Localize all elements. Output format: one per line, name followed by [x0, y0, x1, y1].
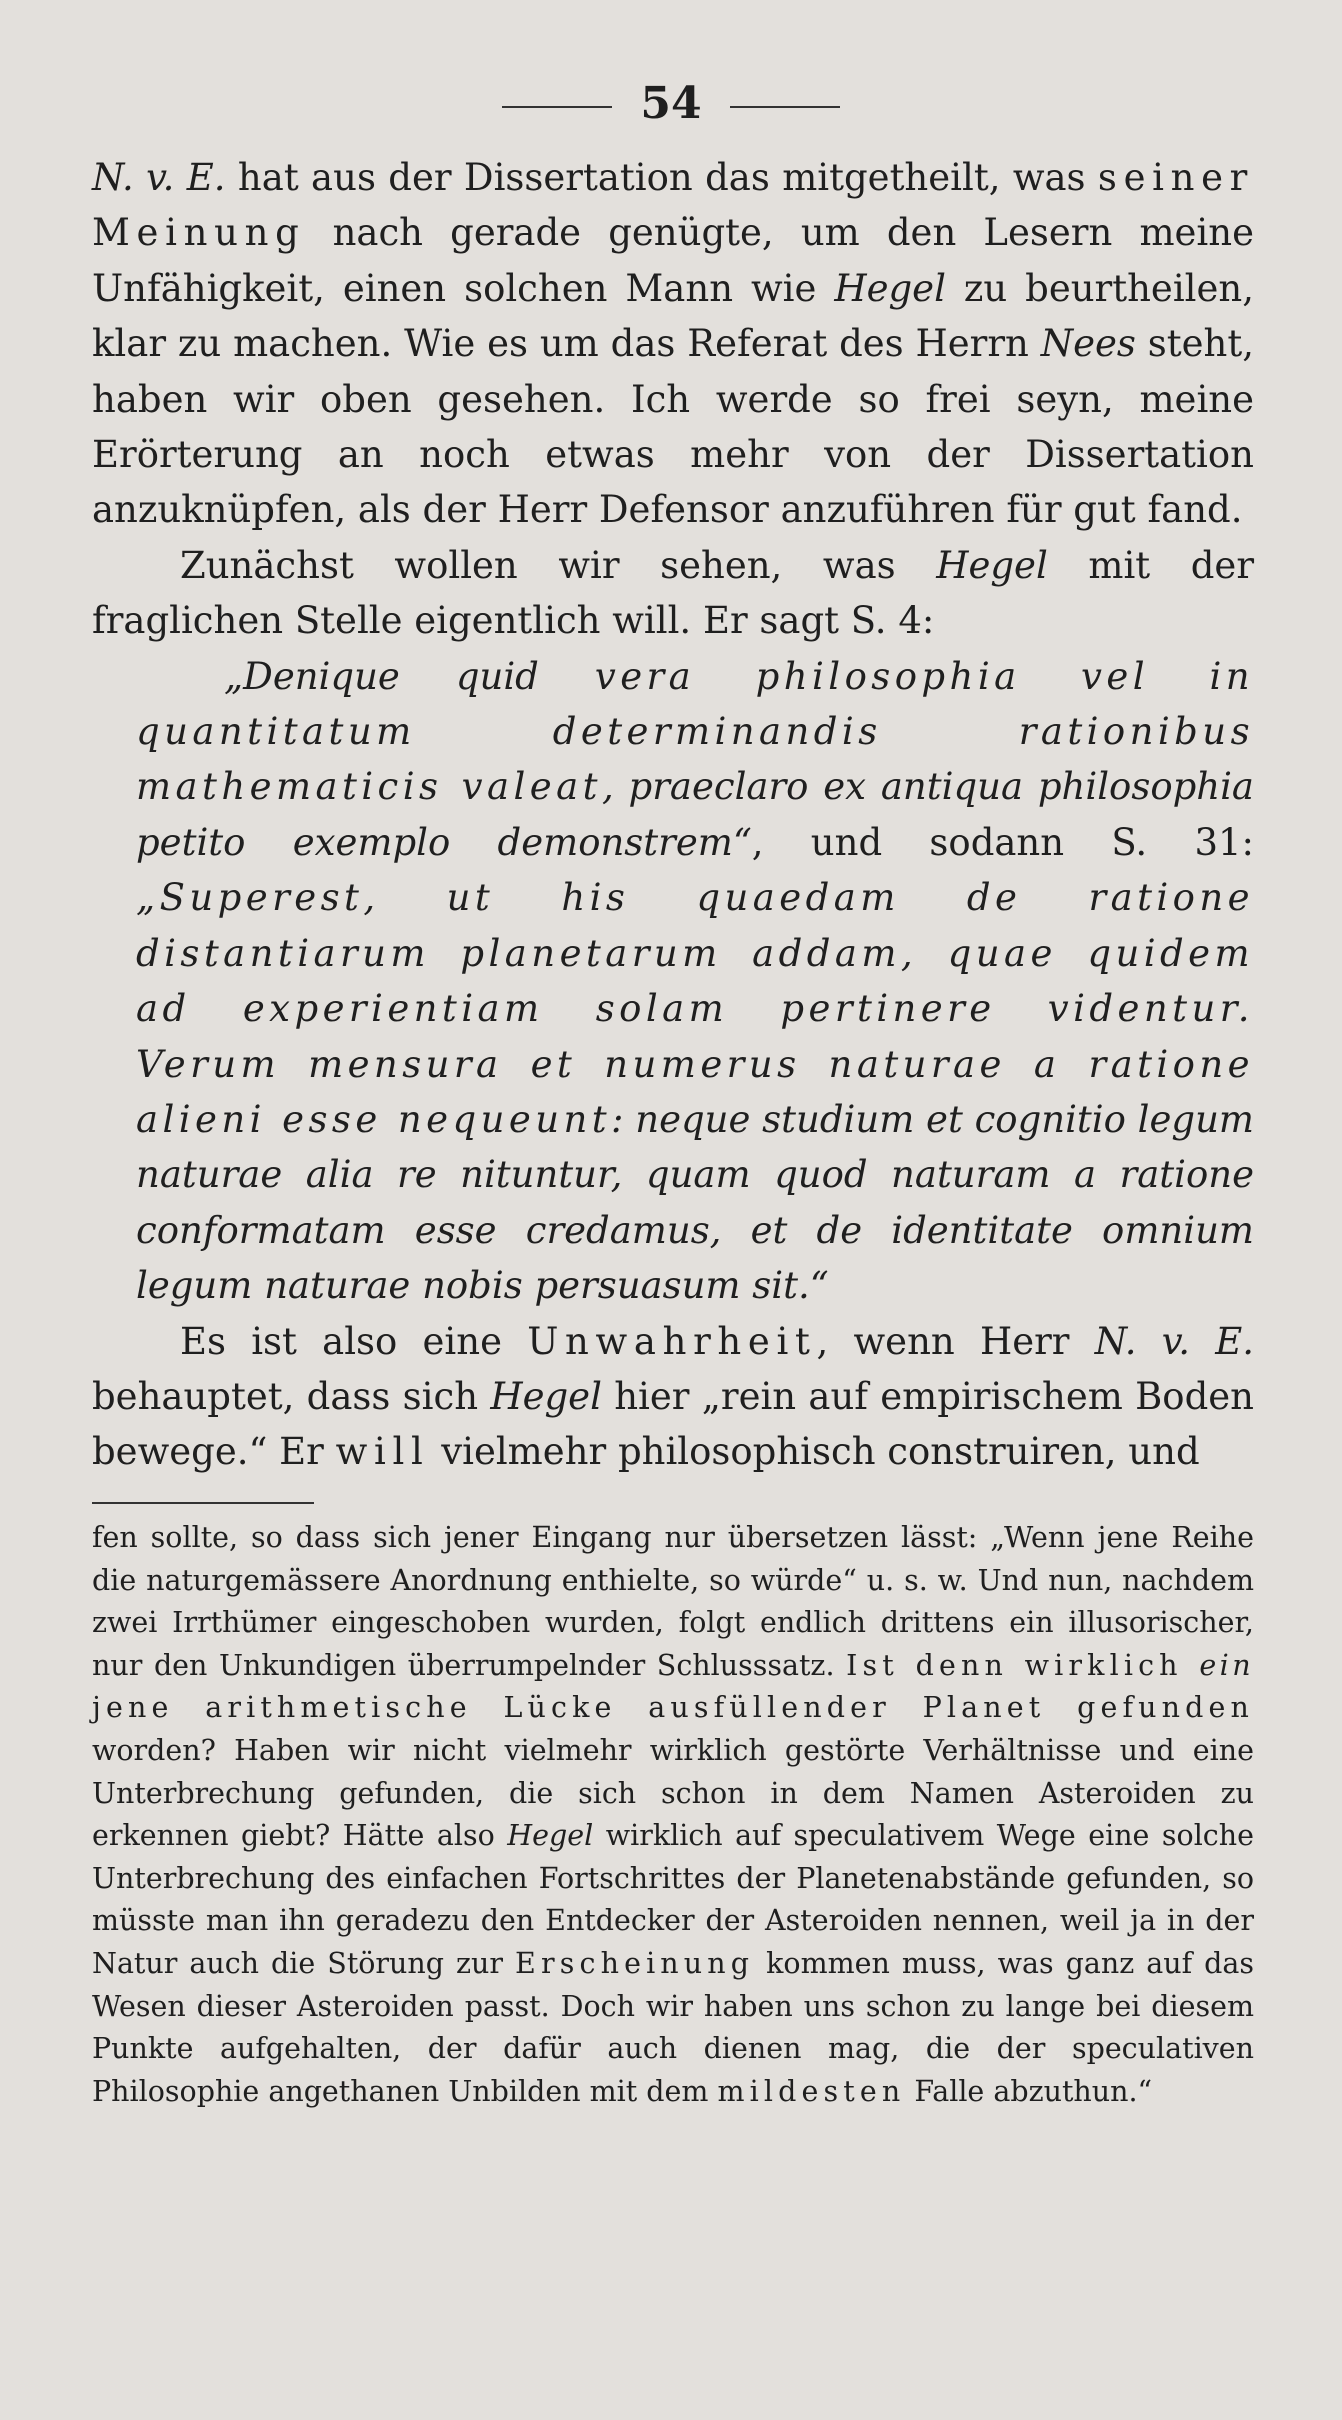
text-span: Hegel: [834, 266, 946, 310]
text-span: N. v. E.: [92, 156, 226, 199]
text-span: Falle abzuthun.“: [905, 2074, 1153, 2108]
header-dash-left: [502, 106, 612, 108]
text-span: hier „rein auf empirischem Boden bewege.“ Er: [92, 1374, 1254, 1474]
footnote-text: [92, 1517, 1254, 2113]
spaced-text: Ist denn wirklich: [846, 1648, 1200, 1682]
text-span: Nees: [1040, 322, 1136, 366]
text-span: Hegel: [490, 1374, 602, 1418]
text-span: hat aus der Dissertation das mitgetheilt, was: [225, 156, 1098, 199]
spaced-text: Erscheinung: [515, 1946, 755, 1980]
text-span: vielmehr philosophisch construiren, und: [429, 1430, 1200, 1474]
text-span: , wenn Herr: [816, 1319, 1095, 1363]
header-dash-right: [730, 106, 840, 108]
text-span: steht, haben wir oben gesehen. Ich werde so frei seyn, meine Erörterung an noch etwas mehr von der Dissertation anzuknüpfen, als der Herr Defensor anzuführen für gut fand.: [92, 322, 1254, 532]
footnote-rule: [92, 1502, 314, 1504]
text-span: Zunächst wollen wir sehen, was: [180, 543, 937, 587]
spaced-text: „Superest, ut his quaedam de ratione distantiarum planetarum addam, quae quidem ad experientiam solam pertinere videntur. Verum mensura et numerus naturae a ratione alieni esse nequeunt: [136, 876, 1254, 1141]
text-span: zu beurtheilen, klar zu machen. Wie es um das Referat des Herrn: [92, 266, 1254, 366]
text-span: nach gerade genügte, um den Lesern meine Unfähigkeit, einen solchen Mann wie: [92, 211, 1254, 310]
text-span: fen sollte, so dass sich jener Eingang nur übersetzen lässt: „Wenn jene Reihe die naturgemässere Anordnung enthielte, so würde“ u. s. w. Und nun, nachdem zwei Irrthümer eingeschoben wurden, folgt endlich drittens ein illusorischer, nur den Unkundigen überrumpelnder Schlusssatz.: [92, 1521, 1254, 1682]
text-span: N. v. E.: [1094, 1319, 1255, 1363]
latin-quotation: [92, 649, 1254, 1314]
spaced-text: vera philosophia vel in quantitatum determinandis rationibus mathematicis valeat: [136, 654, 1254, 809]
text-span: , und sodann S. 31:: [751, 820, 1254, 864]
text-span: Hegel: [507, 1819, 594, 1853]
spaced-text: will: [335, 1430, 430, 1474]
text-span: kommen muss, was ganz auf das Wesen dieser Asteroiden passt. Doch wir haben uns schon zu lange bei diesem Punkte aufgehalten, der dafür auch dienen mag, die der speculativen Philosophie angethanen Unbilden mit dem: [92, 1946, 1254, 2108]
main-text: [92, 150, 1254, 1480]
paragraph-3: [92, 1314, 1254, 1480]
text-span: mit der fraglichen Stelle eigentlich will. Er sagt S. 4:: [92, 543, 1255, 643]
text-span: : neque studium et cognitio legum naturae alia re nituntur, quam quod naturam a ratione conformatam esse credamus, et de identitate omnium legum naturae nobis persuasum sit.“: [136, 1097, 1254, 1308]
paragraph-2: [92, 538, 1254, 649]
text-span: , praeclaro ex antiqua philosophia petito exemplo demonstrem“: [136, 765, 1254, 864]
spaced-text: mildesten: [717, 2074, 906, 2108]
spaced-text: Unwahrheit: [527, 1319, 817, 1363]
text-span: wirklich auf speculativem Wege eine solche Unterbrechung des einfachen Fortschrittes der Planetenabstände gefunden, so müsste man ihn geradezu den Entdecker der Asteroiden nennen, weil ja in der Natur auch die Störung zur: [92, 1819, 1254, 1980]
text-span: Es ist also eine: [180, 1319, 528, 1363]
text-span: worden? Haben wir nicht vielmehr wirklich gestörte Verhältnisse und eine Unterbrechung gefunden, die sich schon in dem Namen Asteroiden zu erkennen giebt? Hätte also: [92, 1733, 1254, 1853]
footnote: [92, 1517, 1254, 2113]
text-span: behauptet, dass sich: [92, 1374, 491, 1418]
text-span: Hegel: [936, 543, 1048, 587]
spaced-text: seiner Meinung: [92, 156, 1255, 255]
page-number: 54: [640, 78, 702, 129]
spaced-text: jene arithmetische Lücke ausfüllender Planet gefunden: [92, 1691, 1254, 1725]
text-span: „Denique quid: [224, 654, 595, 698]
spaced-text: ein: [1199, 1648, 1254, 1682]
paragraph-1: [92, 150, 1254, 538]
page-header: [0, 78, 1342, 129]
